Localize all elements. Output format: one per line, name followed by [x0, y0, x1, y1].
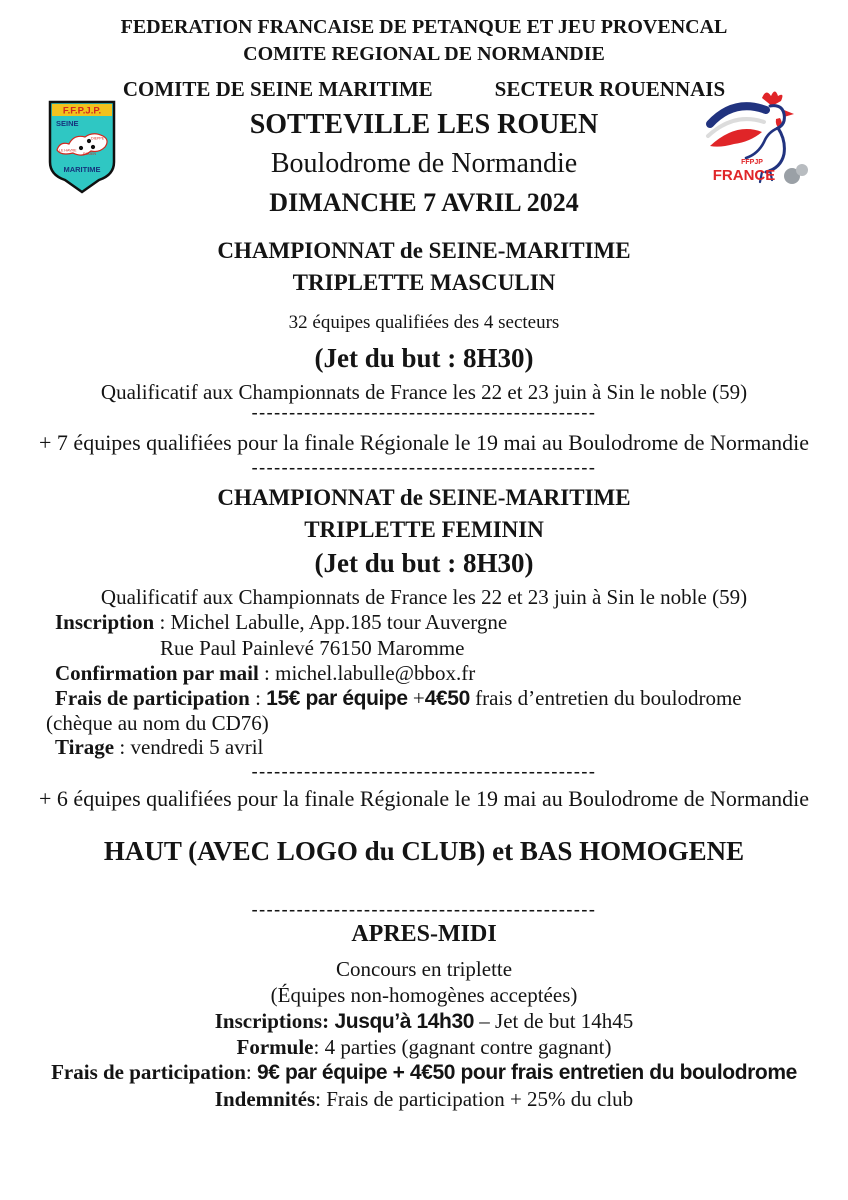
- frais-am-value: 9€ par équipe + 4€50 pour frais entretien du boulodrome: [257, 1061, 797, 1084]
- finale-regionale-feminin: + 6 équipes qualifiées pour la finale Régionale le 19 mai au Boulodrome de Normandie: [39, 786, 809, 811]
- championnat-masculin-title: CHAMPIONNAT de SEINE-MARITIME: [217, 238, 631, 263]
- shield-maritime-label: MARITIME: [63, 165, 101, 174]
- jet-du-but-feminin: (Jet du but : 8H30): [314, 548, 534, 578]
- indemnites-value: : Frais de participation + 25% du club: [315, 1087, 634, 1111]
- qualificatif-feminin: Qualificatif aux Championnats de France les 22 et 23 juin à Sin le noble (59): [100, 585, 748, 609]
- comite-departemental: COMITE DE SEINE MARITIME: [122, 77, 433, 101]
- formule-value: : 4 parties (gagnant contre gagnant): [313, 1035, 612, 1059]
- tirage-line: [55, 735, 848, 760]
- federation-title: FEDERATION FRANCAISE DE PETANQUE ET JEU PROVENCAL: [120, 16, 728, 38]
- indemnites-label: Indemnités: [214, 1087, 316, 1111]
- event-date: DIMANCHE 7 AVRIL 2024: [269, 188, 579, 217]
- concours-line: Concours en triplette: [335, 957, 513, 981]
- frais-participation-apres-midi-line: Frais de participation: 9€ par équipe + 4€50 pour frais entretien du boulodrome: [51, 1060, 797, 1084]
- frais-label: Frais de participation: [55, 686, 250, 710]
- formule-label: Formule: [236, 1035, 314, 1059]
- frais-amount: 15€ par équipe: [266, 687, 408, 710]
- event-venue: Boulodrome de Normandie: [270, 148, 578, 179]
- inscription-address-line2: Rue Paul Painlevé 76150 Maromme: [160, 636, 465, 660]
- frais-suffix: frais d’entretien du boulodrome: [469, 686, 742, 710]
- dashed-separator: ----------------------------------------------: [251, 457, 597, 477]
- finale-regionale-masculin: + 7 équipes qualifiées pour la finale Régionale le 19 mai au Boulodrome de Normandie: [39, 430, 809, 455]
- tirage-label: Tirage: [55, 735, 115, 759]
- shield-seine-label: SEINE: [56, 119, 79, 128]
- map-town-dieppe: DIEPPE: [91, 136, 105, 141]
- event-city: SOTTEVILLE LES ROUEN: [249, 109, 599, 140]
- shield-ffpjp-label: F.F.P.J.P.: [62, 105, 102, 117]
- inscriptions-line: [0, 1009, 848, 1034]
- rooster-ffpjp-label: FFPJP: [741, 159, 763, 166]
- rooster-france-label: FRANCE: [712, 167, 776, 184]
- inscription-label: Inscription: [55, 610, 155, 634]
- map-town-le-havre: LE HAVRE: [59, 148, 77, 153]
- championnat-feminin-subtitle: TRIPLETTE FEMININ: [304, 517, 544, 542]
- equipes-note: (Équipes non-homogènes acceptées): [270, 983, 578, 1007]
- indemnites-line: [0, 1087, 848, 1112]
- championnat-masculin-subtitle: TRIPLETTE MASCULIN: [292, 270, 556, 295]
- secteur: SECTEUR ROUENNAIS: [494, 77, 726, 101]
- confirmation-label: Confirmation par mail: [55, 661, 259, 685]
- tirage-value: : vendredi 5 avril: [114, 735, 264, 759]
- qualificatif-masculin: Qualificatif aux Championnats de France les 22 et 23 juin à Sin le noble (59): [100, 380, 748, 404]
- inscriptions-label: Inscriptions:: [214, 1009, 330, 1033]
- frais-amount2: 4€50: [424, 687, 470, 710]
- map-town-rouen: ROUEN: [83, 152, 96, 156]
- inscriptions-suffix: – Jet de but 14h45: [474, 1009, 634, 1033]
- cheque-note: (chèque au nom du CD76): [46, 711, 269, 735]
- dashed-separator: ----------------------------------------------: [251, 899, 597, 919]
- inscription-line: [55, 610, 848, 635]
- frais-participation-feminin-line: Frais de participation : 15€ par équipe +4€50 frais d’entretien du boulodrome: [55, 686, 742, 710]
- comite-regional-title: COMITE REGIONAL DE NORMANDIE: [243, 43, 605, 65]
- confirmation-value: : michel.labulle@bbox.fr: [258, 661, 476, 685]
- dashed-separator: ----------------------------------------------: [251, 402, 597, 422]
- inscriptions-time: Jusqu’à 14h30: [329, 1010, 475, 1033]
- dress-code-title: HAUT (AVEC LOGO du CLUB) et BAS HOMOGENE: [103, 836, 745, 866]
- jet-du-but-masculin: (Jet du but : 8H30): [314, 343, 534, 373]
- confirmation-line: [55, 661, 848, 686]
- inscription-value: : Michel Labulle, App.185 tour Auvergne: [154, 610, 508, 634]
- formule-line: [0, 1035, 848, 1060]
- qualified-teams-note: 32 équipes qualifiées des 4 secteurs: [288, 312, 560, 333]
- dashed-separator: ----------------------------------------------: [251, 761, 597, 781]
- championnat-feminin-title: CHAMPIONNAT de SEINE-MARITIME: [217, 485, 631, 510]
- frais-am-label: Frais de participation: [51, 1060, 246, 1084]
- apres-midi-title: APRES-MIDI: [351, 921, 497, 947]
